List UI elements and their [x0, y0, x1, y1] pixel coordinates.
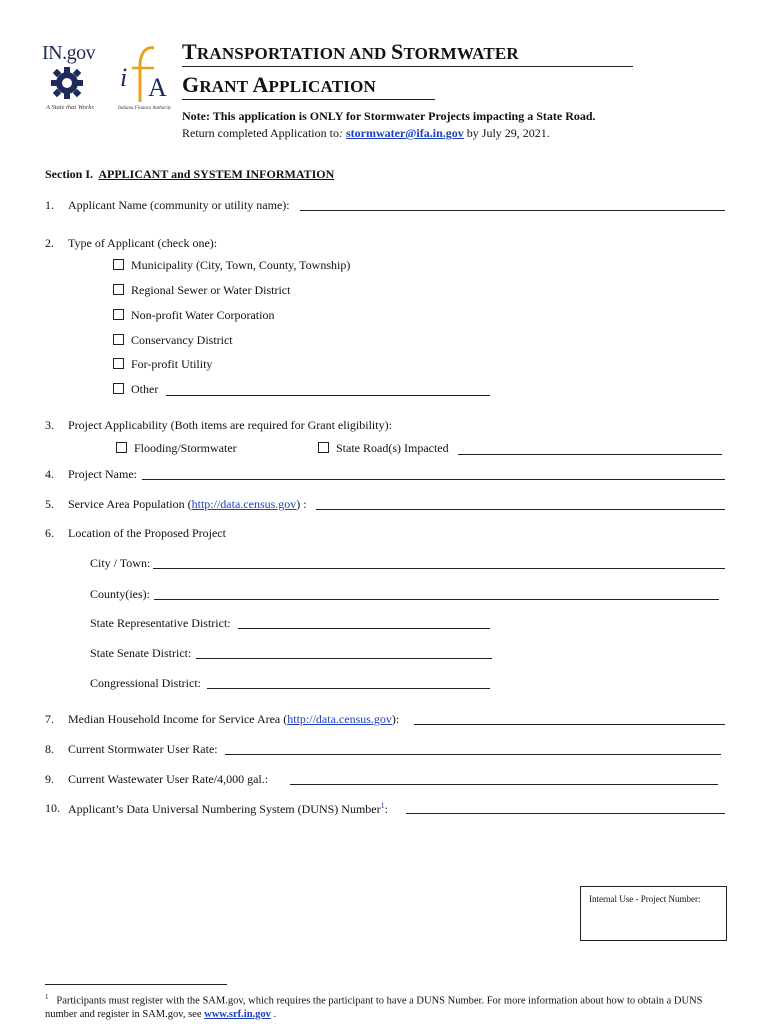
q6-senate-district-field[interactable] [196, 658, 492, 659]
q6-county-field[interactable] [154, 599, 719, 600]
q9-wastewater-rate-field[interactable] [290, 784, 718, 785]
q2-option-municipality[interactable]: Municipality (City, Town, County, Township) [113, 258, 350, 273]
checkbox[interactable] [113, 309, 124, 320]
q2-option-other[interactable]: Other [113, 382, 158, 397]
checkbox[interactable] [116, 442, 127, 453]
q2-label: Type of Applicant (check one): [68, 236, 218, 250]
q2-option-conservancy[interactable]: Conservancy District [113, 333, 233, 348]
q7-median-income-field[interactable] [414, 724, 725, 725]
gear-icon [50, 66, 84, 100]
checkbox[interactable] [113, 383, 124, 394]
q6-congressional-district-label: Congressional District: [90, 676, 201, 690]
q5-number: 5. [45, 497, 54, 511]
q6-congressional-district-field[interactable] [207, 688, 490, 689]
checkbox[interactable] [113, 284, 124, 295]
q10-duns-field[interactable] [406, 813, 725, 814]
q2-option-nonprofit[interactable]: Non-profit Water Corporation [113, 308, 274, 323]
q4-project-name-field[interactable] [142, 479, 725, 480]
q6-city-label: City / Town: [90, 556, 151, 570]
page-title-line2: GRANT APPLICATION [182, 72, 377, 97]
q6-rep-district-field[interactable] [238, 628, 490, 629]
q6-number: 6. [45, 526, 54, 540]
q6-city-field[interactable] [153, 568, 725, 569]
application-note: Note: This application is ONLY for Stormwater Projects impacting a State Road. [182, 109, 596, 123]
svg-text:A: A [148, 73, 167, 102]
ifa-logo [114, 44, 178, 114]
checkbox[interactable] [113, 334, 124, 345]
census-link[interactable]: http://data.census.gov [191, 497, 297, 511]
srf-link[interactable]: www.srf.in.gov [204, 1008, 271, 1020]
q3-option-flooding[interactable]: Flooding/Stormwater [116, 441, 237, 456]
q8-stormwater-rate-field[interactable] [225, 754, 721, 755]
q4-label: Project Name: [68, 467, 137, 481]
footnote-divider [45, 984, 227, 985]
footnote: $^1$ Participants must register with the SAM.gov, which requires the participant to have a DUNS Number. For more information about how to obtain a DUNS number and register in SAM.gov, see www.srf.in.gov . [45, 993, 703, 1020]
q7-label: Median Household Income for Service Area (http://data.census.gov): [68, 712, 400, 726]
q1-number: 1. [45, 198, 54, 212]
q2-number: 2. [45, 236, 54, 250]
checkbox[interactable] [318, 442, 329, 453]
q4-number: 4. [45, 467, 54, 481]
q1-applicant-name-field[interactable] [300, 210, 725, 211]
in-gov-logo [40, 42, 108, 114]
q8-label: Current Stormwater User Rate: [68, 742, 218, 756]
q6-senate-district-label: State Senate District: [90, 646, 192, 660]
q2-option-regional-district[interactable]: Regional Sewer or Water District [113, 283, 290, 298]
ifa-mark-icon [114, 44, 176, 106]
census-link[interactable]: http://data.census.gov [287, 712, 392, 726]
return-instructions: Return completed Application to: stormwater@ifa.in.gov by July 29, 2021. [182, 126, 550, 140]
q3-option-state-road[interactable]: State Road(s) Impacted [318, 441, 449, 456]
q10-number: 10. [45, 801, 60, 815]
in-gov-tagline: A State that Works [46, 104, 94, 111]
checkbox[interactable] [113, 259, 124, 270]
q6-rep-district-label: State Representative District: [90, 616, 231, 630]
internal-use-box[interactable] [580, 886, 727, 941]
q9-number: 9. [45, 772, 54, 786]
title-underline-1 [182, 66, 633, 67]
q5-population-field[interactable] [316, 509, 725, 510]
checkbox[interactable] [113, 358, 124, 369]
q2-other-field[interactable] [166, 395, 490, 396]
q3-label: Project Applicability (Both items are required for Grant eligibility): [68, 418, 392, 432]
q6-label: Location of the Proposed Project [68, 526, 226, 540]
title-underline-2 [182, 99, 435, 100]
section-heading: Section I. APPLICANT and SYSTEM INFORMATION [45, 167, 335, 181]
page-title-line1: TRANSPORTATION AND STORMWATER [182, 39, 519, 64]
footnote-number: 1 [45, 993, 49, 1001]
q7-number: 7. [45, 712, 54, 726]
ifa-tagline: Indiana Finance Authority [118, 106, 172, 111]
q6-county-label: County(ies): [90, 587, 150, 601]
q5-label: Service Area Population (http://data.census.gov) : [68, 497, 307, 511]
return-email-link[interactable]: stormwater@ifa.in.gov [345, 126, 464, 140]
q3-number: 3. [45, 418, 54, 432]
svg-text:i: i [120, 63, 128, 92]
q8-number: 8. [45, 742, 54, 756]
q2-option-forprofit[interactable]: For-profit Utility [113, 357, 212, 372]
in-gov-wordmark: IN.gov [42, 42, 96, 64]
internal-use-label: Internal Use - Project Number: [589, 894, 701, 904]
q1-label: Applicant Name (community or utility name): [68, 198, 290, 212]
footnote-ref[interactable]: 1 [380, 801, 385, 810]
q10-label: Applicant’s Data Universal Numbering System (DUNS) Number$^1$: [68, 801, 388, 816]
q3-state-road-field[interactable] [458, 454, 722, 455]
q9-label: Current Wastewater User Rate/4,000 gal.: [68, 772, 269, 786]
